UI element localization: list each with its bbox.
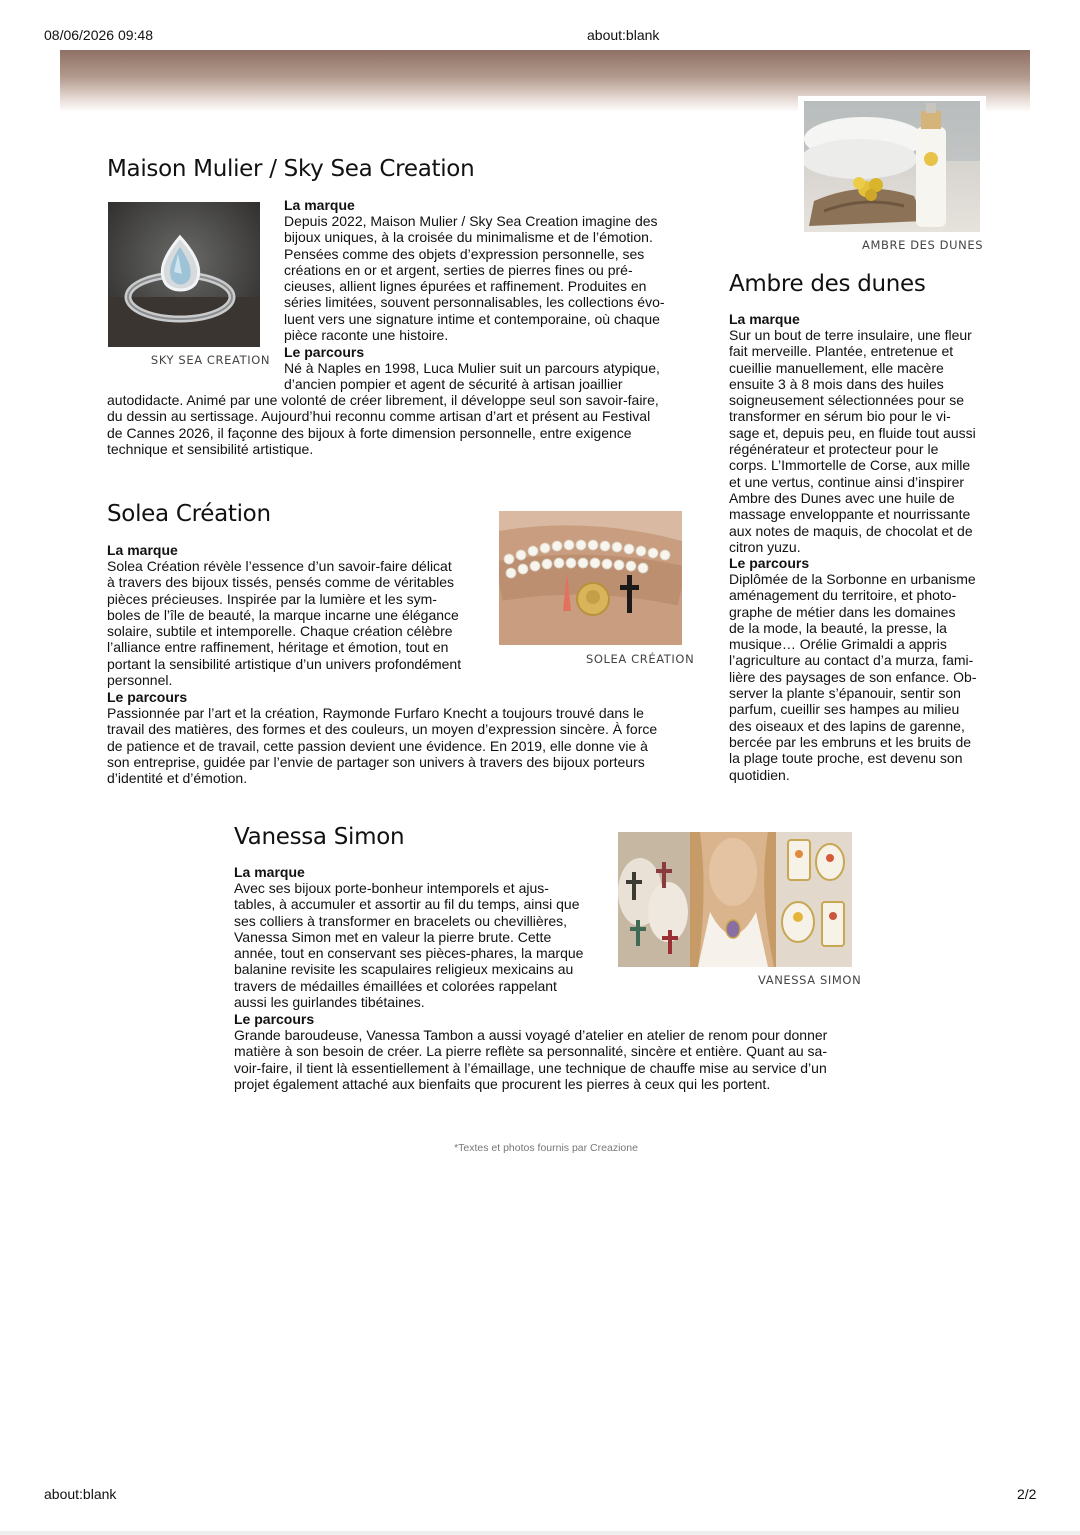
photo-credit: *Textes et photos fournis par Creazione <box>454 1142 638 1154</box>
bracelet-photo <box>499 511 682 645</box>
section-title-solea: Solea Création <box>107 501 271 527</box>
mulier-parcours-text-a: Né à Naples en 1998, Luca Mulier suit un parcours atypique, d’ancien pompier et agent de sécurité à artisan joaillier <box>284 360 660 393</box>
mulier-marque-text: Depuis 2022, Maison Mulier / Sky Sea Creation imagine des bijoux uniques, à la croisée du minimalisme et de l’émotion. Pensées comme des objets d’expression personnelle, ses créations en or et argent, serties de pierres fines ou pré- cieuses, allient lignes épurées et raffinement. Produites en séries limitées, souvent personnalisables, les collections évo- luent vers une signature intime et contemporaine, où chaque pièce raconte une histoire. <box>284 213 665 344</box>
solea-parcours-text: Passionnée par l’art et la création, Raymonde Furfaro Knecht a toujours trouvé dans le travail des matières, des formes et des couleurs, un moyen d’expression sincère. À force de patience et de travail, cette passion devient une évidence. En 2019, elle donne vie à son entreprise, guidée par l’envie de partager son univers à travers des bijoux porteurs d’identité et d’émotion. <box>107 705 658 787</box>
ambre-marque-text: Sur un bout de terre insulaire, une fleur fait merveille. Plantée, entretenue et cueillie manuellement, elle macère ensuite 3 à 8 mois dans des huiles soigneusement sélectionnées pour se transformer en sérum bio pour le vi- sage et, depuis peu, en fluide tout aussi régénérateur et protecteur pour le corps. L’Immortelle de Corse, aux mille et une vertus, continue ainsi d’inspirer Ambre des Dunes avec une huile de massage enveloppante et nourrissante aux notes de maquis, de chocolat et de citron yuzu. <box>729 327 976 555</box>
section-title-mulier: Maison Mulier / Sky Sea Creation <box>107 156 475 182</box>
vanessa-marque-text: Avec ses bijoux porte-bonheur intemporels et ajus- tables, à accumuler et assortir au fil du temps, ainsi que ses colliers à transformer en bracelets ou chevillières, Vanessa Simon met en valeur la pierre brute. Cette année, tout en conservant ses pièces-phares, la marque balanine revisite les scapulaires religieux mexicains au travers de médailles émaillées et colorées rappelant aussi les guirlandes tibétaines. <box>234 880 584 1011</box>
print-page-title: about:blank <box>587 27 660 43</box>
caption-ambre-des-dunes: AMBRE DES DUNES <box>862 238 984 252</box>
vanessa-parcours-text: Grande baroudeuse, Vanessa Tambon a aussi voyagé d’atelier en atelier de renom pour donner matière à son besoin de créer. La pierre reflète sa personnalité, sincère et entière. Quant au sa- voir-faire, il tient là essentiellement à l’émaillage, une technique de chauffe mise au service d’un projet également attaché aux bienfaits que procurent les pierres à ceux qui les portent. <box>234 1027 828 1092</box>
print-page-number: 2/2 <box>1017 1486 1037 1502</box>
vanessa-parcours-heading: Le parcours <box>234 1011 315 1027</box>
ambre-photo-frame <box>798 96 986 236</box>
ambre-marque-heading: La marque <box>729 311 800 327</box>
vanessa-marque-heading: La marque <box>234 864 305 880</box>
print-footer-url: about:blank <box>44 1486 117 1502</box>
section-title-ambre: Ambre des dunes <box>729 271 926 297</box>
solea-marque-text: Solea Création révèle l’essence d’un savoir-faire délicat à travers des bijoux tissés, pensés comme de véritables pièces précieuses. Inspirée par la lumière et les sym- boles de l’île de beauté, la marque incarne une élégance solaire, subtile et intemporelle. Chaque création célèbre l’alliance entre raffinement, héritage et émotion, tout en portant la sensibilité artistique d’un univers profondément personnel. <box>107 558 462 689</box>
caption-vanessa-simon: VANESSA SIMON <box>758 973 862 987</box>
ambre-parcours-text: Diplômée de la Sorbonne en urbanisme aménagement du territoire, et photo- graphe de métier dans les domaines de la mode, la beauté, la presse, la musique… Orélie Grimaldi a appris l’agriculture au contact d’a murza, fami- lière des paysages de son enfance. Ob- server la plante s’épanouir, sentir son parfum, cueillir ses hampes au milieu des oiseaux et des lapins de garenne, bercée par les embruns et les bruits de la plage toute proche, est devenu son quotidien. <box>729 571 977 783</box>
necklaces-photo <box>618 832 852 967</box>
caption-solea-creation: SOLEA CRÉATION <box>586 652 695 666</box>
mulier-parcours-text-b: autodidacte. Animé par une volonté de créer librement, il développe seul son savoir-faire, du dessin au sertissage. Aujourd’hui reconnu comme artisan d’art et présent au Festival de Cannes 2026, il façonne des bijoux à forte dimension personnelle, entre exigence technique et sensibilité artistique. <box>107 392 659 457</box>
print-datetime: 08/06/2026 09:48 <box>44 27 153 43</box>
page-bottom-edge <box>0 1531 1080 1535</box>
mulier-parcours-heading: Le parcours <box>284 344 365 360</box>
ambre-parcours-heading: Le parcours <box>729 555 810 571</box>
mulier-marque-heading: La marque <box>284 197 355 213</box>
solea-parcours-heading: Le parcours <box>107 689 188 705</box>
solea-marque-heading: La marque <box>107 542 178 558</box>
caption-sky-sea-creation: SKY SEA CREATION <box>150 353 271 367</box>
serum-bottle-photo <box>804 101 980 232</box>
ring-photo <box>108 202 260 347</box>
section-title-vanessa: Vanessa Simon <box>234 824 405 850</box>
